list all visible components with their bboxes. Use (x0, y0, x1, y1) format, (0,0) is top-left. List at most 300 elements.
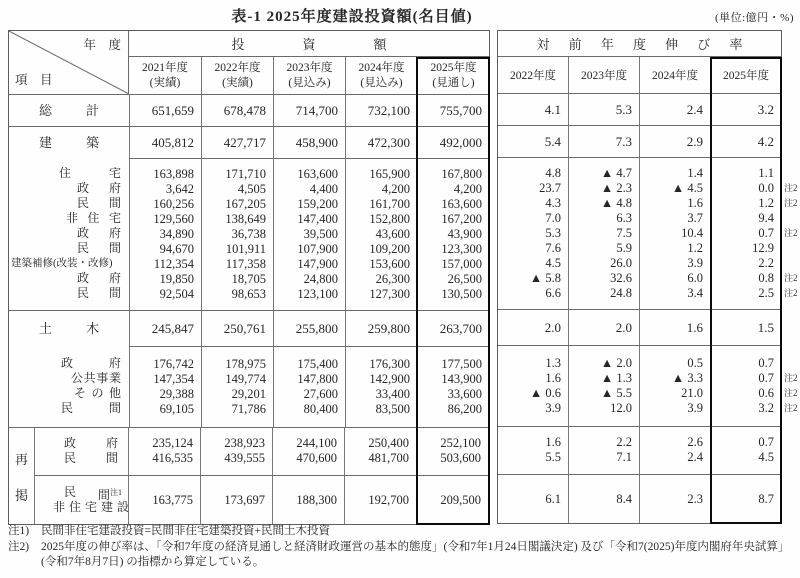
row-label: 政 府 (77, 181, 121, 195)
rate-column (568, 310, 639, 345)
label-column (9, 127, 129, 158)
label-column (9, 311, 129, 346)
value-column (129, 311, 201, 346)
investment-value: 26,500 (447, 272, 482, 286)
value-column (417, 158, 489, 310)
investment-value: 255,800 (295, 321, 338, 336)
investment-value: 94,670 (159, 242, 194, 256)
row-label: 住 宅 (59, 166, 121, 180)
rate-column (710, 346, 781, 426)
investment-value: 18,705 (231, 272, 266, 286)
row-label: 建築補修(改装・改修) (11, 258, 113, 269)
growth-rate-value: 0.7 (758, 371, 774, 385)
investment-value: 4,200 (381, 182, 410, 196)
value-column (417, 127, 489, 158)
value-column (344, 428, 416, 475)
rate-column (639, 346, 710, 426)
growth-rate-value: ▲ 4.8 (600, 196, 632, 210)
row-group (9, 95, 489, 126)
rate-column (639, 126, 710, 157)
growth-rate-value: ▲ 0.6 (529, 386, 561, 400)
rate-column (639, 158, 710, 309)
investment-value: 167,800 (441, 167, 482, 181)
rate-column (710, 310, 781, 345)
rate-column (639, 427, 710, 474)
title-bar (0, 5, 800, 26)
label-column (9, 346, 129, 427)
growth-rate-value: 1.1 (758, 166, 774, 180)
investment-value: 127,300 (369, 287, 410, 301)
growth-rate-value: 2.5 (758, 286, 774, 300)
growth-rate-value: 0.5 (687, 356, 703, 370)
investment-value: 235,124 (152, 436, 193, 450)
investment-value: 112,354 (153, 257, 194, 271)
growth-rate-value: 6.0 (687, 271, 703, 285)
investment-value: 159,200 (297, 197, 338, 211)
value-column (417, 346, 489, 427)
growth-rate-value: 2.4 (687, 450, 703, 464)
value-column (200, 428, 272, 475)
investment-value: 147,800 (297, 372, 338, 386)
rate-column (639, 475, 710, 523)
growth-rate-value: 6.6 (545, 286, 561, 300)
investment-value: 138,649 (225, 212, 266, 226)
year-header-line: (実績) (149, 77, 181, 89)
group-header-char: 率 (729, 37, 743, 52)
row-label: 建 築 (39, 135, 99, 150)
value-column (416, 476, 488, 524)
year-header-cell: 2022年度 (510, 70, 556, 82)
note-refs (784, 158, 800, 309)
group-header-char: 資 (302, 37, 316, 52)
growth-rate-value: 1.6 (686, 320, 703, 335)
growth-rate-value: 3.2 (758, 401, 774, 415)
growth-rate-value: ▲ 5.8 (529, 271, 561, 285)
rate-column (639, 94, 710, 125)
unit-note: (単位:億円・%) (714, 12, 794, 24)
note2-ref (784, 166, 800, 181)
group-header-char: 度 (632, 37, 646, 52)
growth-rate-value: 0.7 (758, 356, 774, 370)
growth-table-body (498, 94, 798, 523)
investment-year-row (129, 57, 489, 94)
investment-value: 71,786 (231, 402, 266, 416)
note2-ref: 注2 (784, 273, 798, 283)
growth-rate-value: 7.5 (616, 226, 632, 240)
growth-rate-value: ▲ 2.0 (600, 356, 632, 370)
investment-value: 83,500 (375, 402, 410, 416)
investment-value: 34,890 (159, 227, 194, 241)
investment-value: 143,900 (441, 372, 482, 386)
note2-ref (784, 356, 800, 371)
value-column (417, 311, 489, 346)
growth-group-header (498, 31, 781, 57)
rate-column (568, 475, 639, 523)
rate-column (568, 94, 639, 125)
year-header-line: 2022年度 (214, 62, 261, 74)
group-header-char: 投 (231, 37, 245, 52)
row-label: 総 計 (39, 103, 99, 118)
investment-value: 238,923 (224, 436, 265, 450)
row-label: 民 間 (77, 286, 121, 300)
rate-column (568, 427, 639, 474)
investment-value: 244,100 (296, 436, 337, 450)
investment-value: 481,700 (368, 451, 409, 465)
growth-rate-value: 32.6 (610, 271, 632, 285)
label-column (35, 476, 128, 524)
investment-value: 147,900 (297, 257, 338, 271)
investment-value: 4,400 (309, 182, 338, 196)
row-group (9, 346, 489, 427)
note2-ref: 注2 (784, 198, 798, 208)
growth-rate-value: 2.0 (615, 320, 632, 335)
growth-rate-value: 4.8 (545, 166, 561, 180)
value-column (273, 311, 345, 346)
investment-value: 250,400 (368, 436, 409, 450)
row-label: 政 府 (64, 436, 118, 450)
value-column (129, 95, 201, 126)
growth-rate-value: 3.9 (687, 401, 703, 415)
value-column (344, 476, 416, 524)
year-header-cell (201, 57, 273, 94)
rate-column (639, 310, 710, 345)
growth-rate-table (497, 30, 798, 524)
rate-column (710, 126, 781, 157)
investment-group-header (129, 31, 489, 57)
growth-rate-value: 1.2 (687, 241, 703, 255)
rate-column (710, 158, 781, 309)
footnote (8, 540, 794, 571)
investment-value: 503,600 (440, 451, 481, 465)
growth-rate-value: 4.5 (758, 450, 774, 464)
investment-value: 405,812 (151, 135, 194, 150)
group-header-char: 対 (536, 37, 550, 52)
investment-value: 439,555 (224, 451, 265, 465)
value-column (345, 127, 417, 158)
investment-value: 142,900 (369, 372, 410, 386)
growth-rate-value: ▲ 1.3 (600, 371, 632, 385)
value-column (345, 311, 417, 346)
growth-rate-value: 2.3 (687, 491, 703, 506)
value-column (200, 476, 272, 524)
growth-rate-value: 1.2 (758, 196, 774, 210)
value-column (201, 158, 273, 310)
note2-ref: 注2 (784, 228, 798, 238)
footnote-tag: 注2) (8, 540, 30, 553)
rate-column (498, 475, 568, 523)
year-header-line: 2024年度 (358, 62, 405, 74)
year-header-cell: 2023年度 (568, 57, 639, 93)
investment-value: 27,600 (303, 387, 338, 401)
investment-value: 147,400 (297, 212, 338, 226)
footnote-tag: 注1) (8, 525, 30, 537)
growth-rate-value: 12.0 (610, 401, 632, 415)
growth-rate-value: ▲ 3.3 (671, 371, 703, 385)
row-label: 民 間 (61, 401, 121, 415)
growth-rate-value: 21.0 (681, 386, 703, 400)
row-group (498, 157, 798, 309)
investment-value: 427,717 (223, 135, 266, 150)
label-column (9, 158, 129, 310)
investment-value: 101,911 (225, 242, 266, 256)
corner-cell (9, 31, 129, 94)
growth-rate-value: ▲ 5.5 (600, 386, 632, 400)
growth-rate-value: 5.4 (544, 134, 561, 149)
row-group (35, 475, 489, 524)
investment-value: 19,850 (159, 272, 194, 286)
growth-rate-value: 0.6 (758, 386, 774, 400)
investment-value: 43,900 (447, 227, 482, 241)
table-title: 表-1 2025年度建設投資額(名目値) (231, 9, 473, 25)
investment-value: 157,000 (441, 257, 482, 271)
investment-value: 755,700 (439, 103, 482, 118)
growth-rate-value: 12.9 (752, 241, 774, 255)
value-column (272, 428, 344, 475)
investment-value: 153,600 (369, 257, 410, 271)
growth-rate-value: ▲ 4.7 (600, 166, 632, 180)
growth-rate-value: 2.2 (758, 256, 774, 270)
reprint-section (9, 427, 489, 524)
footnotes (8, 524, 794, 571)
investment-value: 176,300 (369, 357, 410, 371)
value-column (272, 476, 344, 524)
note2-ref (784, 211, 800, 226)
growth-rate-value: ▲ 4.5 (671, 181, 703, 195)
investment-value: 39,500 (303, 227, 338, 241)
reprint-inner (35, 428, 489, 524)
row-group (498, 309, 781, 345)
investment-value: 29,388 (159, 387, 194, 401)
growth-rate-value: 6.1 (545, 491, 561, 506)
investment-value: 109,200 (369, 242, 410, 256)
year-header-cell (273, 57, 345, 94)
growth-rate-value: 0.0 (758, 181, 774, 195)
investment-value: 245,847 (151, 321, 194, 336)
investment-value: 209,500 (440, 492, 481, 507)
investment-value: 171,710 (225, 167, 266, 181)
investment-value: 152,800 (369, 212, 410, 226)
value-column (416, 428, 488, 475)
growth-rate-value: 4.5 (545, 256, 561, 270)
investment-value: 160,256 (153, 197, 194, 211)
group-header-char: び (697, 37, 711, 52)
investment-value: 163,600 (297, 167, 338, 181)
growth-rate-value: 4.2 (757, 134, 774, 149)
investment-value: 732,100 (367, 103, 410, 118)
year-header-line: (見込み) (360, 77, 403, 89)
investment-value: 651,659 (151, 103, 194, 118)
row-group (498, 426, 781, 474)
growth-rate-value: 2.2 (616, 435, 632, 449)
investment-value: 252,100 (440, 436, 481, 450)
investment-value: 33,400 (375, 387, 410, 401)
row-group (498, 345, 798, 426)
investment-value: 86,200 (447, 402, 482, 416)
group-header-char: 額 (373, 37, 387, 52)
note-refs (784, 346, 800, 426)
year-header-cell (417, 57, 489, 94)
growth-rate-value: 3.9 (687, 256, 703, 270)
investment-value: 80,400 (303, 402, 338, 416)
growth-rate-value: 7.1 (616, 450, 632, 464)
rate-column (498, 427, 568, 474)
corner-label-item: 項 目 (15, 73, 53, 87)
investment-value: 178,975 (225, 357, 266, 371)
reprint-side-char: 掲 (14, 487, 28, 503)
investment-value: 26,300 (375, 272, 410, 286)
growth-rate-value: 3.9 (545, 401, 561, 415)
investment-value: 167,200 (441, 212, 482, 226)
investment-value: 458,900 (295, 135, 338, 150)
value-column (345, 346, 417, 427)
note2-ref: 注2 (784, 403, 798, 413)
growth-rate-value: 5.5 (545, 450, 561, 464)
row-group (35, 428, 489, 475)
row-label: 公 共 事 業 (71, 371, 121, 385)
growth-rate-value: 10.4 (681, 226, 703, 240)
investment-value: 98,653 (231, 287, 266, 301)
row-label: 土 木 (39, 321, 99, 336)
value-column (129, 346, 201, 427)
investment-value: 92,504 (159, 287, 194, 301)
row-label: 政 府 (77, 226, 121, 240)
growth-rate-value: 5.3 (615, 102, 632, 117)
group-header-char: 伸 (665, 37, 679, 52)
value-column (128, 428, 200, 475)
footnote-text: 民間非住宅建設投資=民間非住宅建築投資+民間土木投資 (41, 525, 330, 537)
row-label: 民 間$^{注1}$ (64, 485, 122, 502)
rate-column (498, 346, 568, 426)
investment-value: 3,642 (165, 182, 194, 196)
year-header-line: 2023年度 (286, 62, 333, 74)
value-column (201, 311, 273, 346)
investment-value: 161,700 (369, 197, 410, 211)
growth-rate-value: 23.7 (539, 181, 561, 195)
group-header-char: 年 (600, 37, 614, 52)
value-column (129, 158, 201, 310)
note2-ref: 注2 (784, 183, 798, 193)
investment-value: 416,535 (152, 451, 193, 465)
row-label: 政 府 (77, 271, 121, 285)
growth-rate-value: 3.4 (687, 286, 703, 300)
rate-column (498, 126, 568, 157)
growth-rate-value: 1.6 (687, 196, 703, 210)
rate-column (710, 475, 781, 523)
label-column (9, 95, 129, 126)
growth-rate-value: 1.5 (757, 320, 774, 335)
note2-ref: 注2 (784, 388, 798, 398)
growth-rate-value: 3.2 (757, 102, 774, 117)
row-group (9, 126, 489, 158)
row-label: 民 間 (64, 451, 118, 465)
value-column (417, 95, 489, 126)
growth-rate-value: 1.4 (687, 166, 703, 180)
investment-value: 167,205 (225, 197, 266, 211)
investment-value: 149,774 (225, 372, 266, 386)
growth-rate-value: 1.6 (545, 435, 561, 449)
growth-rate-value: 2.0 (544, 320, 561, 335)
investment-value: 163,898 (153, 167, 194, 181)
investment-value: 163,775 (152, 492, 193, 507)
growth-rate-value: 0.7 (758, 226, 774, 240)
year-header-cell: 2025年度 (710, 57, 781, 93)
growth-rate-value: 7.6 (545, 241, 561, 255)
growth-rate-value: 9.4 (758, 211, 774, 225)
investment-value: 470,600 (296, 451, 337, 465)
value-column (273, 127, 345, 158)
growth-rate-value: 2.9 (686, 134, 703, 149)
year-header-line: (見通し) (432, 77, 475, 89)
footnote-ref: 注1 (110, 488, 122, 497)
rate-column (710, 94, 781, 125)
note2-ref: 注2 (784, 288, 798, 298)
growth-rate-value: 24.8 (610, 286, 632, 300)
investment-value: 163,600 (441, 197, 482, 211)
year-header-cell (129, 57, 201, 94)
rate-column (498, 310, 568, 345)
year-header-cell: 2024年度 (639, 57, 710, 93)
reprint-side-char: 再 (14, 451, 28, 467)
growth-rate-value: 0.7 (758, 435, 774, 449)
growth-rate-value: 3.7 (687, 211, 703, 225)
investment-value: 259,800 (367, 321, 410, 336)
row-label: 非 住 宅 建 設 (53, 500, 129, 514)
footnote (8, 524, 794, 540)
row-label: 政 府 (61, 356, 121, 370)
growth-rate-value: 5.9 (616, 241, 632, 255)
investment-table (8, 30, 490, 525)
value-column (273, 158, 345, 310)
investment-header-right (129, 31, 489, 94)
rate-column (498, 94, 568, 125)
footnote-text: 2025年度の伸び率は、「令和7年度の経済見通しと経済財政運営の基本的態度」(令和7年1月24日閣議決定) 及び「令和7(2025)年度内閣府年央試算」(令和7年8月7日) の指標から算定している。 (41, 540, 790, 568)
row-group (498, 474, 781, 523)
investment-value: 250,761 (223, 321, 266, 336)
growth-rate-value: 8.4 (616, 491, 632, 506)
note2-ref (784, 256, 800, 271)
investment-value: 36,738 (231, 227, 266, 241)
value-column (273, 346, 345, 427)
year-header-cell (345, 57, 417, 94)
growth-year-row (498, 57, 781, 94)
investment-value: 33,600 (447, 387, 482, 401)
year-header-line: 2025年度 (430, 62, 477, 74)
growth-rate-value: ▲ 2.3 (600, 181, 632, 195)
investment-table-body (9, 95, 489, 524)
investment-value: 175,400 (297, 357, 338, 371)
year-header-line: (実績) (222, 77, 253, 89)
investment-value: 192,700 (368, 492, 409, 507)
investment-value: 147,354 (153, 372, 194, 386)
investment-value: 129,560 (153, 212, 194, 226)
row-group (498, 125, 781, 157)
rate-column (568, 346, 639, 426)
investment-value: 177,500 (441, 357, 482, 371)
investment-value: 43,600 (375, 227, 410, 241)
growth-rate-value: 5.3 (545, 226, 561, 240)
rate-column (568, 126, 639, 157)
growth-rate-value: 4.1 (544, 102, 561, 117)
value-column (345, 158, 417, 310)
investment-value: 165,900 (369, 167, 410, 181)
growth-rate-value: 1.3 (545, 356, 561, 370)
investment-value: 472,300 (367, 135, 410, 150)
investment-value: 492,000 (439, 135, 482, 150)
investment-value: 123,100 (297, 287, 338, 301)
growth-rate-value: 4.3 (545, 196, 561, 210)
investment-value: 117,358 (225, 257, 266, 271)
row-group (498, 94, 781, 125)
